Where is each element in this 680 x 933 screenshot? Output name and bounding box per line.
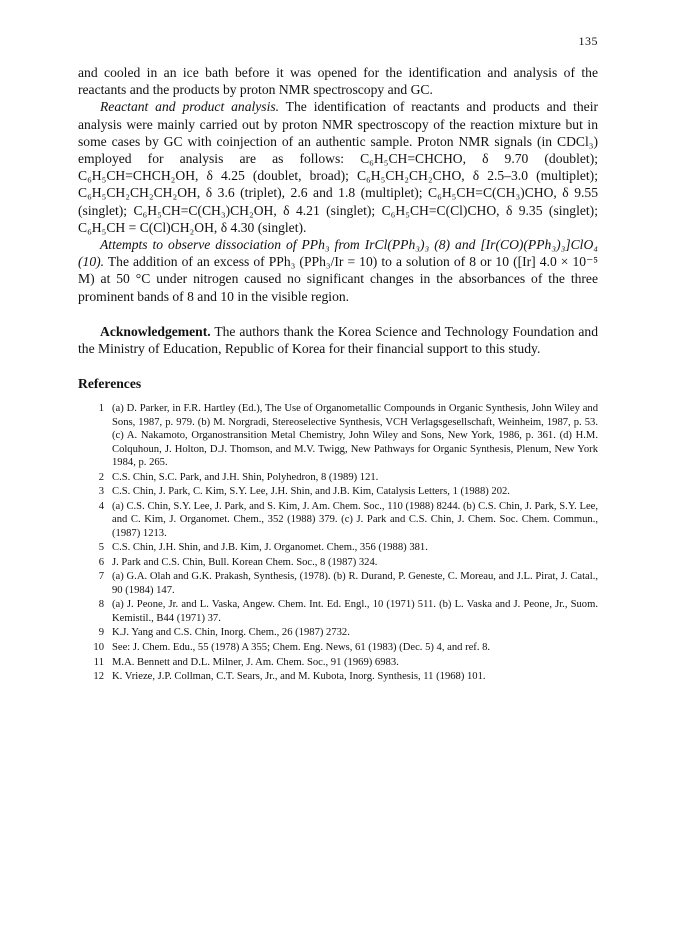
analysis-text: The identification of reactants and products and their analysis were mainly carried out by proton NMR spectroscopy of the reaction mixture but in some cases by GC with coinjection of an authentic sample. Proton NMR signals (in CDCl₃) employed for analysis are as follows: C₆H₅CH=CHCHO, δ 9.70 (doublet); C₆H₅CH=CHCH₂OH, δ 4.25 (doublet, broad); C₆H₅CH₂CH₂CHO, δ 2.5–3.0 (multiplet); C₆H₅CH₂CH₂CH₂OH, δ 3.6 (triplet), 2.6 and 1.8 (multiplet); C₆H₅CH=C(CH₃)CHO, δ 9.55 (singlet); C₆H₅CH=C(CH₃)CH₂OH, δ 4.21 (singlet); C₆H₅CH=C(Cl)CHO, δ 9.35 (singlet); C₆H₅CH = C(Cl)CH₂OH, δ 4.30 (singlet). (78, 99, 598, 235)
reference-item (78, 570, 598, 597)
reference-item (78, 641, 598, 654)
reference-text: See: J. Chem. Edu., 55 (1978) A 355; Chem. Eng. News, 61 (1983) (Dec. 5) 4, and ref. 8. (112, 642, 491, 654)
references-list (78, 402, 598, 683)
reference-number: 12 (93, 671, 104, 683)
reference-item (78, 485, 598, 498)
references-heading: References (78, 376, 142, 392)
reference-item (78, 556, 598, 569)
reference-text: (a) D. Parker, in F.R. Hartley (Ed.), The Use of Organometallic Compounds in Organic Synthesis, John Wiley and Sons, 1987, p. 979. (b) M. Norgradi, Stereoselective Synthesis, VCH Verlagsgesellschaft, Weinheim, 1987, p. 53. (c) A. Nakamoto, Organostransition Metal Chemistry, John Wiley and Sons, New York, 1986, p. 361. (d) H.M. Colquhoun, J. Holton, D.J. Thomson, and M.V. Twigg, New Pathways for Organic Synthesis, Plenum, New York 1984, p. 265. (112, 403, 598, 469)
reference-text: (a) C.S. Chin, S.Y. Lee, J. Park, and S. Kim, J. Am. Chem. Soc., 110 (1988) 8244. (b) C.S. Chin, J. Park, S.Y. Lee, and C. Kim, J. Organomet. Chem., 352 (1988) 379. (c) J. Park and C.S. Chin, J. Chem. Soc. Chem. Commun., (1987) 1213. (112, 500, 598, 539)
reference-text: C.S. Chin, S.C. Park, and J.H. Shin, Polyhedron, 8 (1989) 121. (112, 471, 379, 483)
reference-number: 9 (98, 627, 104, 639)
analysis-paragraph (78, 98, 598, 236)
reference-item (78, 402, 598, 469)
acknowledgement-text: The authors thank the Korea Science and Technology Foundation and the Ministry of Education, Republic of Korea for their financial support to this study. (78, 323, 598, 357)
reference-number: 1 (98, 403, 104, 415)
reference-text: (a) G.A. Olah and G.K. Prakash, Synthesis, (1978). (b) R. Durand, P. Geneste, C. Moreau, and J.L. Pirat, J. Catal., 90 (1984) 147. (112, 571, 598, 596)
continued-paragraph: and cooled in an ice bath before it was opened for the identification and analysis of the reactants and the products by proton NMR spectroscopy and GC. (78, 65, 598, 98)
reference-number: 10 (93, 642, 104, 654)
reference-number: 8 (98, 599, 104, 611)
body-text (78, 64, 598, 685)
reference-item (78, 670, 598, 683)
reference-item (78, 656, 598, 669)
reference-number: 7 (98, 571, 104, 583)
reference-number: 3 (98, 486, 104, 498)
analysis-heading: Reactant and product analysis. (100, 99, 280, 115)
reference-number: 2 (98, 471, 104, 483)
reference-item (78, 626, 598, 639)
dissociation-heading: Attempts to observe dissociation of PPh₃ from IrCl(PPh₃)₃ (8) and [Ir(CO)(PPh₃)₃]ClO₄ (10). (78, 237, 598, 270)
reference-number: 5 (98, 542, 104, 554)
reference-text: C.S. Chin, J. Park, C. Kim, S.Y. Lee, J.H. Shin, and J.B. Kim, Catalysis Letters, 1 (1988) 202. (112, 486, 510, 498)
reference-item (78, 598, 598, 625)
dissociation-paragraph (78, 236, 598, 305)
reference-number: 11 (93, 656, 104, 668)
reference-number: 6 (98, 556, 104, 568)
acknowledgement-paragraph (78, 323, 598, 357)
reference-text: C.S. Chin, J.H. Shin, and J.B. Kim, J. Organomet. Chem., 356 (1988) 381. (112, 542, 428, 554)
reference-text: J. Park and C.S. Chin, Bull. Korean Chem. Soc., 8 (1987) 324. (112, 556, 378, 568)
reference-text: M.A. Bennett and D.L. Milner, J. Am. Chem. Soc., 91 (1969) 6983. (112, 656, 399, 668)
reference-number: 4 (98, 500, 104, 512)
reference-text: (a) J. Peone, Jr. and L. Vaska, Angew. Chem. Int. Ed. Engl., 10 (1971) 511. (b) L. Vaska and J. Peone, Jr., Suom. Kemistil., B44 (1971) 37. (112, 599, 598, 624)
reference-item (78, 500, 598, 540)
reference-item (78, 541, 598, 554)
acknowledgement-heading: Acknowledgement. (100, 323, 211, 339)
page-number: 135 (578, 34, 598, 48)
reference-item (78, 471, 598, 484)
reference-text: K. Vrieze, J.P. Collman, C.T. Sears, Jr., and M. Kubota, Inorg. Synthesis, 11 (1968) 101. (112, 671, 486, 683)
dissociation-text: The addition of an excess of PPh₃ (PPh₃/Ir = 10) to a solution of 8 or 10 ([Ir] 4.0 × 10⁻⁵ M) at 50 °C under nitrogen caused no significant changes in the absorbances of the three prominent bands of 8 and 10 in the visible region. (78, 254, 598, 304)
reference-text: K.J. Yang and C.S. Chin, Inorg. Chem., 26 (1987) 2732. (112, 627, 350, 639)
